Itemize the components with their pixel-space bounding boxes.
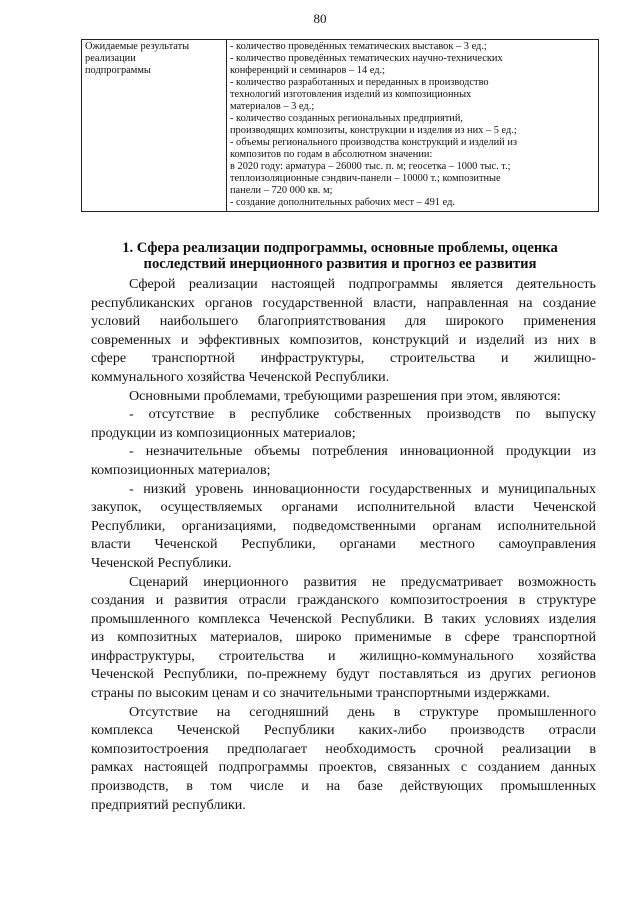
paragraph-line: Основными проблемами, требующими разрешения при этом, являются: bbox=[129, 387, 561, 404]
paragraph-line: продукции из композиционных материалов; bbox=[91, 424, 356, 441]
paragraph-line: - отсутствие в республике собственных производств по выпуску bbox=[129, 406, 596, 423]
table-content-line: - создание дополнительных рабочих мест – 491 ед. bbox=[230, 197, 455, 208]
table-content-line: - количество разработанных и переданных в производство bbox=[230, 77, 489, 88]
table-label-cell bbox=[82, 40, 227, 212]
paragraph-line: предприятий республики. bbox=[91, 796, 246, 813]
paragraph-line: композитостроения предполагает необходимость срочной реализации в bbox=[91, 740, 596, 757]
paragraph-line: Чеченской Республики, по-прежнему будут поставляться из других регионов bbox=[91, 666, 596, 683]
paragraph-line: Республики, организациями, подведомственными органам исполнительной bbox=[91, 517, 596, 534]
paragraph-line: - незначительные объемы потребления инновационной продукции из bbox=[129, 443, 596, 460]
paragraph bbox=[91, 703, 596, 815]
table-content-line: конференций и семинаров – 14 ед.; bbox=[230, 65, 386, 76]
paragraph-line: сфере транспортной инфраструктуры, строительства и жилищно- bbox=[91, 350, 596, 367]
table-content-line: - количество проведённых тематических научно-технических bbox=[230, 53, 503, 64]
paragraph-line: Чеченской Республики. bbox=[91, 554, 232, 571]
paragraph bbox=[91, 480, 596, 573]
section-heading bbox=[80, 241, 600, 272]
table-content-line: композитов по годам в абсолютном значении: bbox=[230, 149, 433, 160]
table-label-line: реализации bbox=[85, 53, 136, 64]
table-content-line: материалов – 3 ед.; bbox=[230, 101, 315, 112]
paragraph-line: закупок, осуществляемых органами исполнительной власти Чеченской bbox=[91, 499, 596, 516]
paragraph-line: условий наибольшего благоприятствования для широкого применения bbox=[91, 313, 596, 330]
table-content-line: производящих композиты, конструкции и изделия из них – 5 ед.; bbox=[230, 125, 517, 136]
paragraph-line: современных и эффективных композитов, конструкций и изделий из них в bbox=[91, 331, 596, 348]
paragraph-line: комплекса Чеченской Республики каких-либо производств отрасли bbox=[91, 722, 596, 739]
paragraph-line: - низкий уровень инновационности государственных и муниципальных bbox=[129, 480, 596, 497]
paragraph-line: Отсутствие на сегодняшний день в структуре промышленного bbox=[129, 703, 596, 720]
table-content-line: в 2020 году: арматура – 26000 тыс. п. м; геосетка – 1000 тыс. т.; bbox=[230, 161, 511, 172]
paragraph-line: создания и развития отрасли гражданского композитостроения в структуре bbox=[91, 592, 596, 609]
paragraph-line: Сферой реализации настоящей подпрограммы является деятельность bbox=[129, 276, 596, 292]
paragraph bbox=[91, 405, 596, 442]
paragraph-line: инфраструктуры, строительства и жилищно-коммунального хозяйства bbox=[91, 647, 596, 664]
paragraph-line: промышленного комплекса Чеченской Республики. В таких условиях изделия bbox=[91, 610, 596, 627]
table-content-line: теплоизоляционные сэндвич-панели – 10000 т.; композитные bbox=[230, 173, 501, 184]
expected-results-table bbox=[81, 39, 599, 212]
paragraph-line: власти Чеченской Республики, органами местного самоуправления bbox=[91, 536, 596, 553]
paragraph-line: композиционных материалов; bbox=[91, 461, 271, 478]
paragraph bbox=[91, 275, 596, 387]
table-content-cell bbox=[227, 40, 599, 212]
paragraph-line: рамках настоящей подпрограммы проектов, связанных с созданием данных bbox=[91, 759, 596, 776]
paragraph-line: коммунального хозяйства Чеченской Республики. bbox=[91, 368, 390, 385]
table-content-line: - количество созданных региональных предприятий, bbox=[230, 113, 463, 124]
table-label-line: подпрограммы bbox=[85, 65, 151, 76]
table-content-line: - объемы регионального производства конструкций и изделий из bbox=[230, 137, 517, 148]
section-heading-line: 1. Сфера реализации подпрограммы, основные проблемы, оценка bbox=[122, 240, 558, 256]
body-text bbox=[91, 275, 596, 814]
table-content-line: панели – 720 000 кв. м; bbox=[230, 185, 333, 196]
paragraph bbox=[91, 573, 596, 703]
page-number: 80 bbox=[313, 11, 327, 26]
paragraph-line: республиканских органов государственной власти, направленная на создание bbox=[91, 294, 596, 311]
table-label-line: Ожидаемые результаты bbox=[85, 41, 190, 52]
table-content-line: технологий изготовления изделий из композиционных bbox=[230, 89, 472, 100]
paragraph bbox=[91, 442, 596, 479]
table-row bbox=[82, 40, 599, 212]
table-content-line: - количество проведённых тематических выставок – 3 ед.; bbox=[230, 41, 487, 52]
section-heading-line: последствий инерционного развития и прогноз ее развития bbox=[143, 255, 537, 272]
paragraph-line: производств, в том числе и на базе действующих промышленных bbox=[91, 778, 596, 795]
paragraph bbox=[91, 387, 596, 406]
paragraph-line: страны по высоким ценам и со значительными транспортными издержками. bbox=[91, 685, 551, 702]
paragraph-line: из композитных материалов, широко применимые в сфере транспортной bbox=[91, 629, 596, 646]
paragraph-line: Сценарий инерционного развития не предусматривает возможность bbox=[129, 573, 596, 590]
